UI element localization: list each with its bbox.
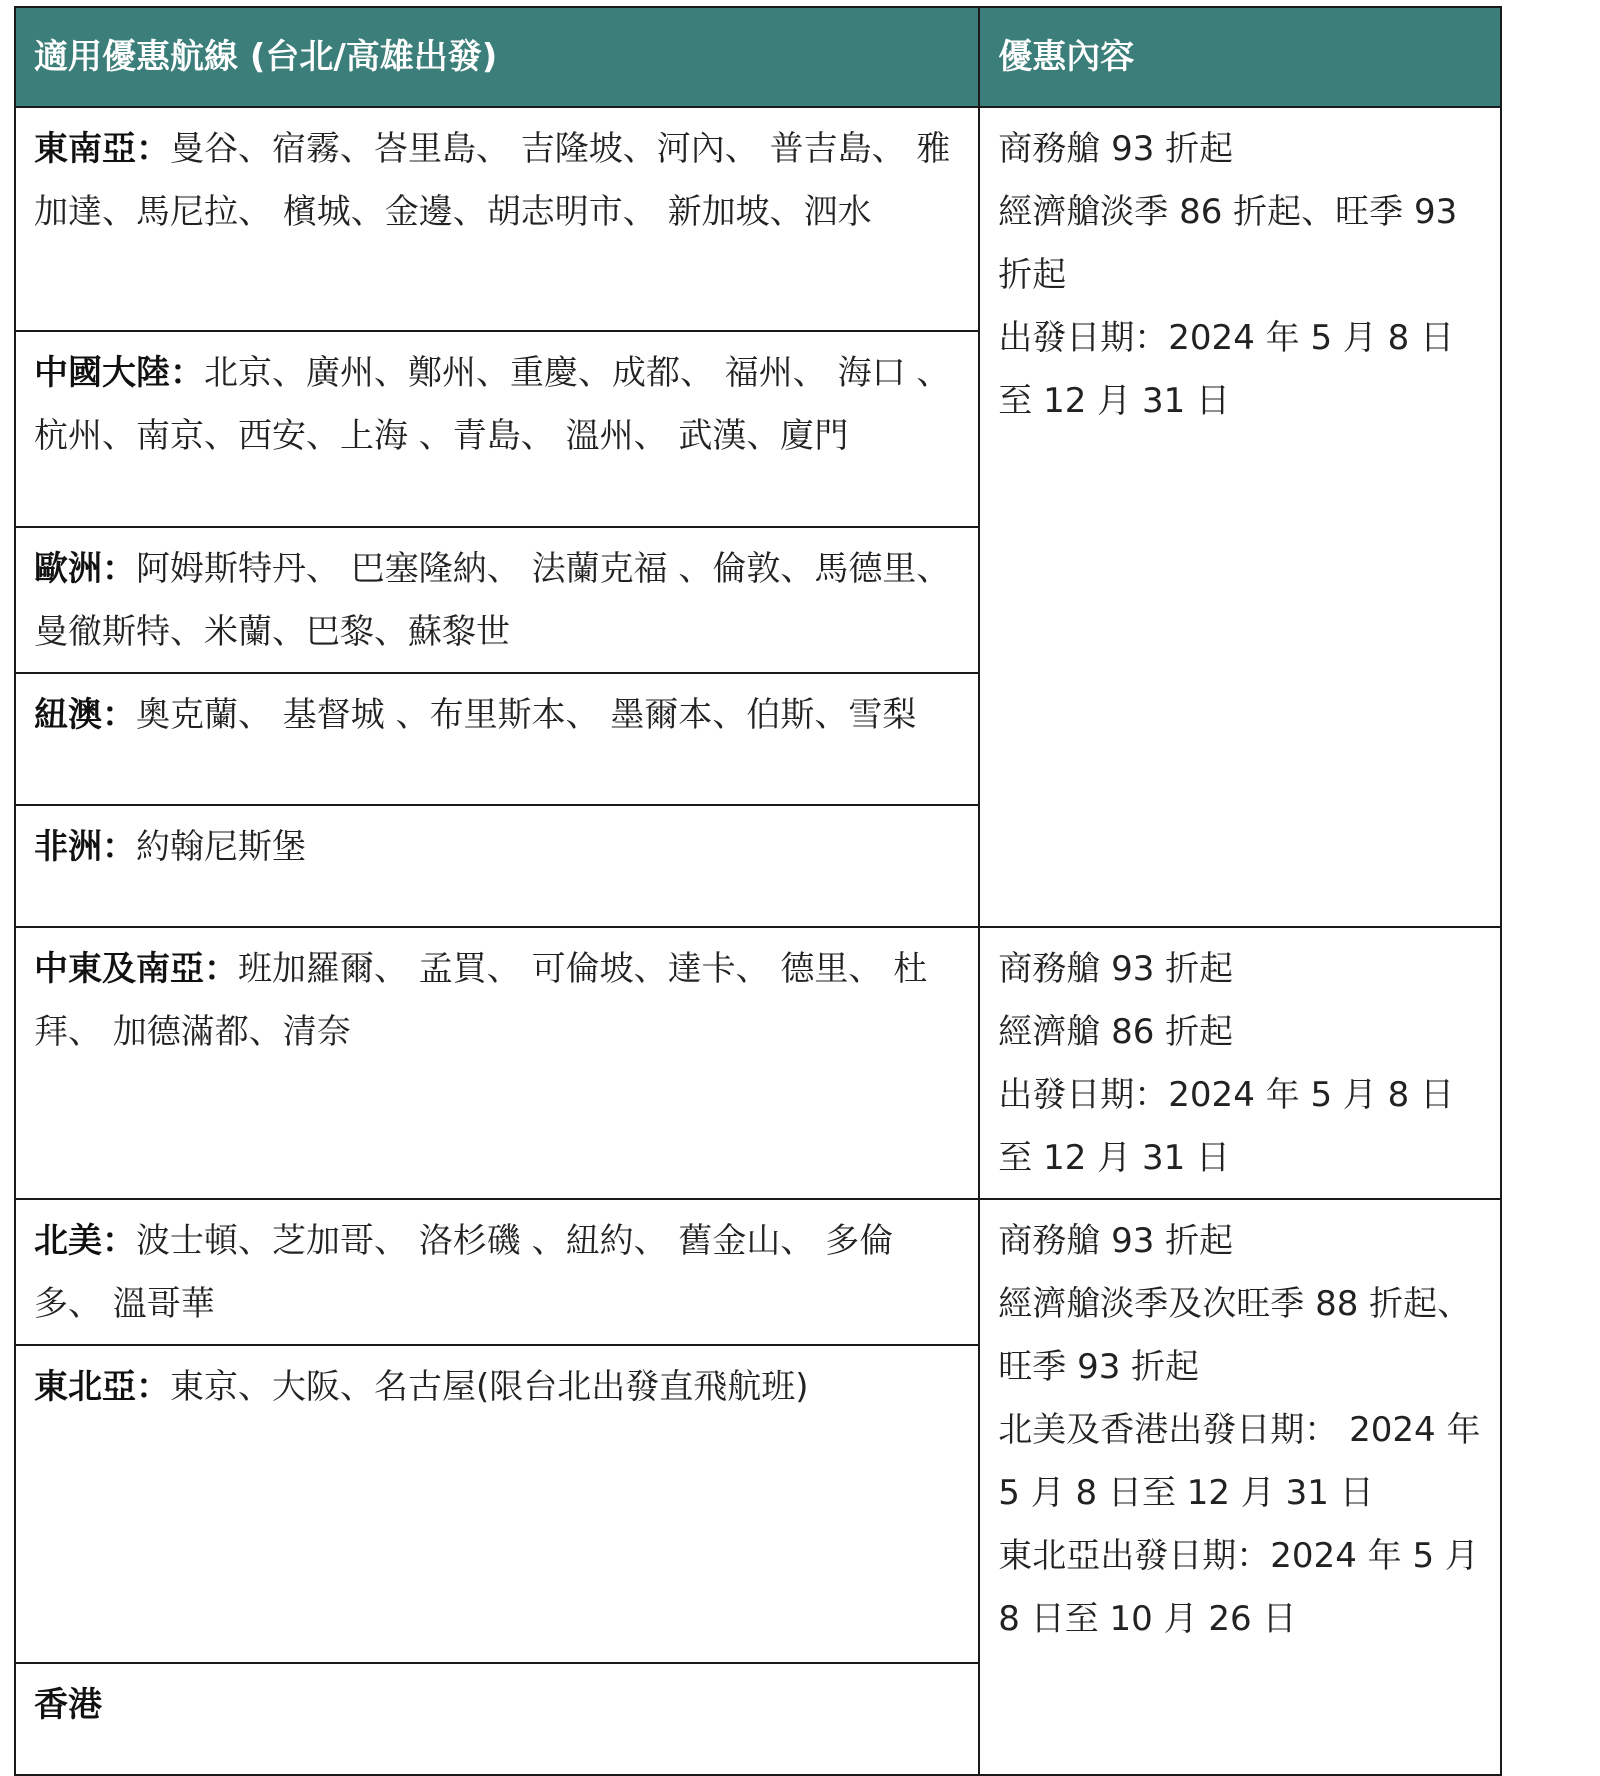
- region-label: 北美：: [34, 1221, 136, 1261]
- offer-cell-group-2: [979, 927, 1501, 1199]
- city-list: 約翰尼斯堡: [136, 827, 306, 867]
- region-label: 紐澳：: [34, 695, 136, 735]
- offer-line: 經濟艙淡季 86 折起、旺季 93 折起: [998, 192, 1458, 295]
- route-cell-northeast-asia: [15, 1345, 979, 1663]
- route-cell-africa: [15, 805, 979, 927]
- offer-line: 商務艙 93 折起: [998, 949, 1234, 989]
- offer-line: 東北亞出發日期：2024 年 5 月 8 日至 10 月 26 日: [998, 1536, 1479, 1639]
- route-cell-hong-kong: [15, 1663, 979, 1775]
- region-label: 東南亞：: [34, 129, 170, 169]
- header-routes: 適用優惠航線 (台北/高雄出發): [15, 7, 979, 107]
- table-row: [15, 1199, 1501, 1345]
- region-label: 中東及南亞：: [34, 949, 238, 989]
- header-offer: 優惠內容: [979, 7, 1501, 107]
- header-row: [15, 7, 1501, 107]
- city-list: 阿姆斯特丹、 巴塞隆納、 法蘭克福 、倫敦、馬德里、曼徹斯特、米蘭、巴黎、蘇黎世: [34, 549, 951, 652]
- city-list: 東京、大阪、名古屋(限台北出發直飛航班): [170, 1367, 809, 1407]
- city-list: 曼谷、宿霧、峇里島、 吉隆坡、河內、 普吉島、 雅加達、馬尼拉、 檳城、金邊、胡志明市、 新加坡、泗水: [34, 129, 951, 232]
- table-row: [15, 927, 1501, 1199]
- city-list: 波士頓、芝加哥、 洛杉磯 、紐約、 舊金山、 多倫多、 溫哥華: [34, 1221, 894, 1324]
- offer-line: 經濟艙淡季及次旺季 88 折起、旺季 93 折起: [998, 1284, 1472, 1387]
- offer-line: 商務艙 93 折起: [998, 129, 1234, 169]
- offer-line: 出發日期：2024 年 5 月 8 日至 12 月 31 日: [998, 1075, 1455, 1178]
- route-cell-middle-east: [15, 927, 979, 1199]
- fare-table: [14, 6, 1502, 1776]
- region-label: 香港: [34, 1685, 102, 1725]
- route-cell-oceania: [15, 673, 979, 805]
- region-label: 中國大陸：: [34, 353, 204, 393]
- region-label: 東北亞：: [34, 1367, 170, 1407]
- route-cell-southeast-asia: [15, 107, 979, 331]
- city-list: 北京、廣州、鄭州、重慶、成都、 福州、 海口 、杭州、南京、西安、上海 、青島、 溫州、 武漢、廈門: [34, 353, 951, 456]
- route-cell-europe: [15, 527, 979, 673]
- city-list: 班加羅爾、 孟買、 可倫坡、達卡、 德里、 杜拜、 加德滿都、清奈: [34, 949, 928, 1052]
- table-row: [15, 107, 1501, 331]
- region-label: 非洲：: [34, 827, 136, 867]
- offer-cell-group-1: [979, 107, 1501, 927]
- offer-line: 經濟艙 86 折起: [998, 1012, 1234, 1052]
- offer-cell-group-3: [979, 1199, 1501, 1775]
- region-label: 歐洲：: [34, 549, 136, 589]
- route-cell-north-america: [15, 1199, 979, 1345]
- offer-line: 出發日期：2024 年 5 月 8 日至 12 月 31 日: [998, 318, 1455, 421]
- offer-line: 北美及香港出發日期： 2024 年 5 月 8 日至 12 月 31 日: [998, 1410, 1481, 1513]
- city-list: 奧克蘭、 基督城 、布里斯本、 墨爾本、伯斯、雪梨: [136, 695, 917, 735]
- route-cell-china: [15, 331, 979, 527]
- offer-line: 商務艙 93 折起: [998, 1221, 1234, 1261]
